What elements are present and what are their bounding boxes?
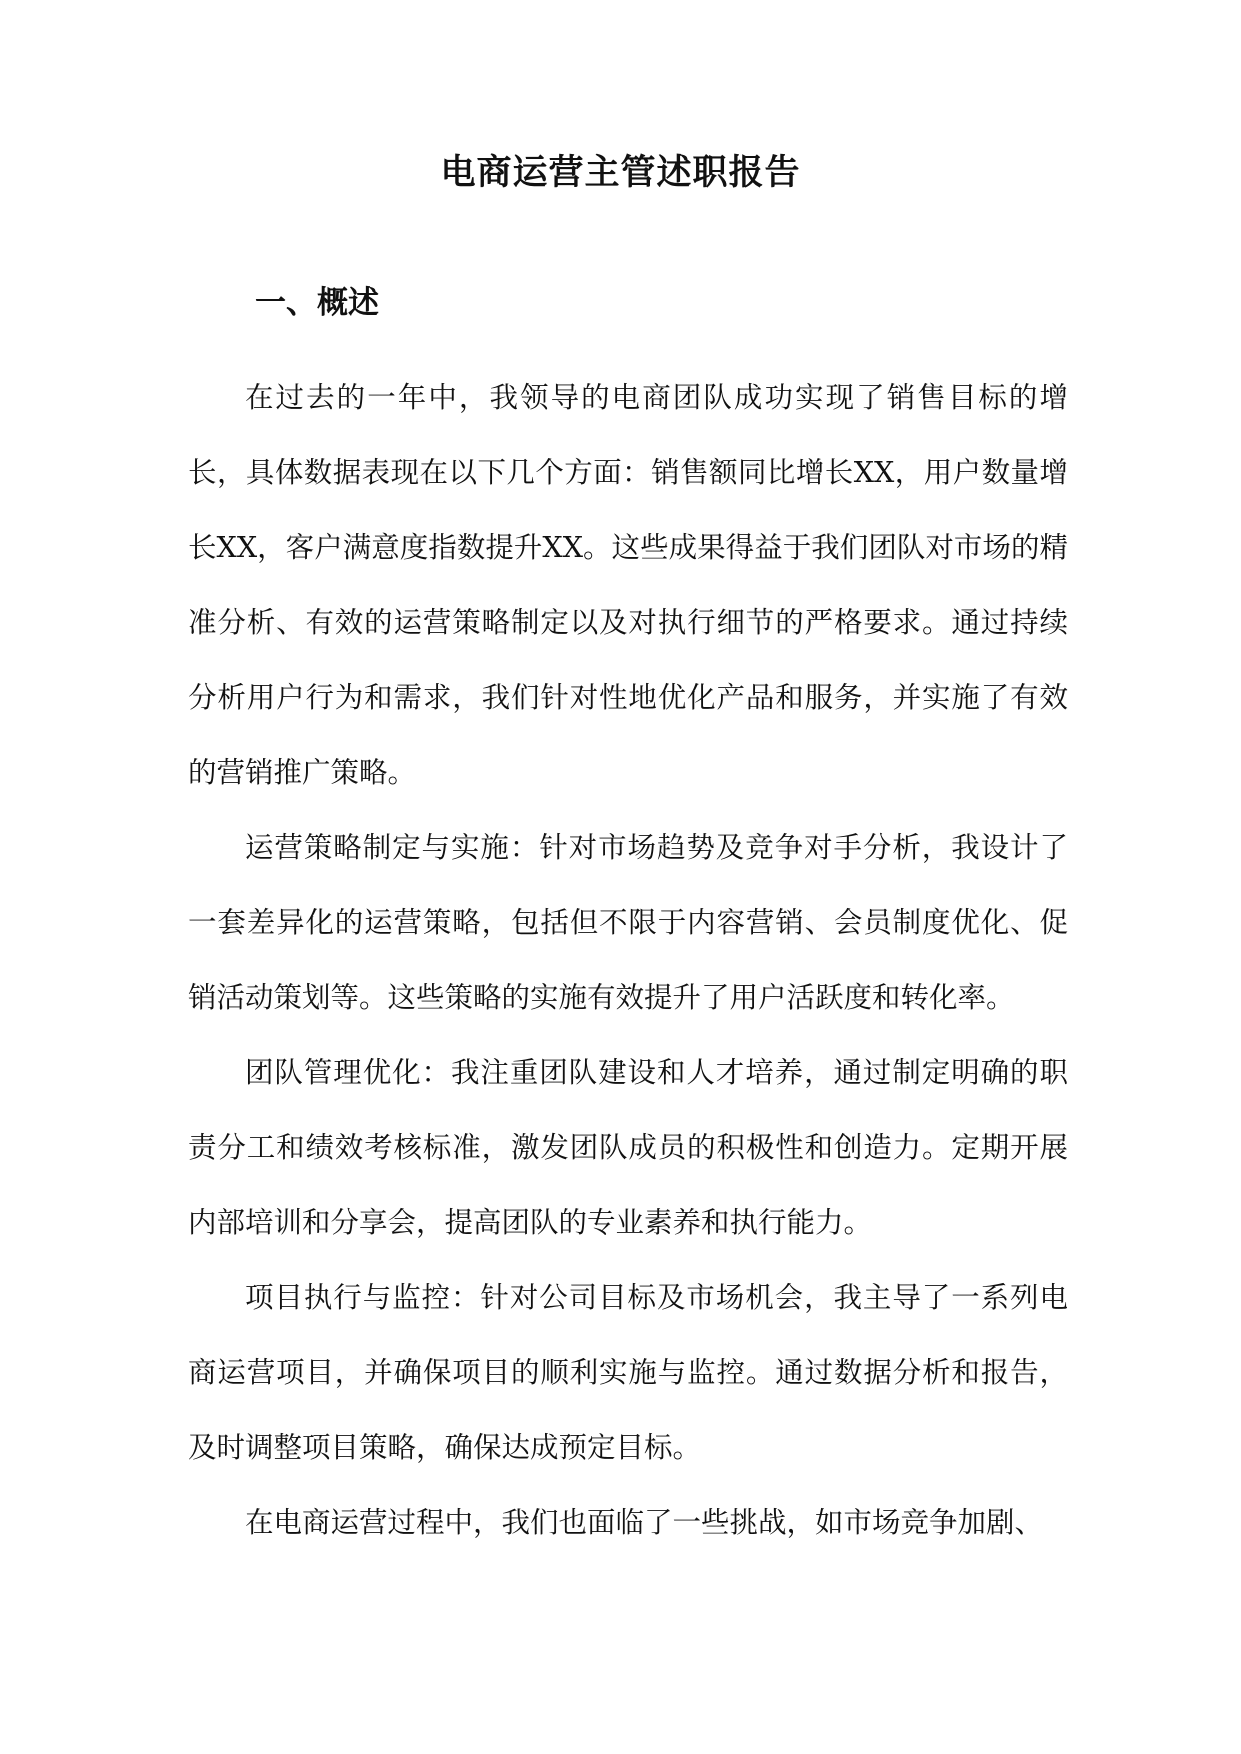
paragraph-challenges: 在电商运营过程中，我们也面临了一些挑战，如市场竞争加剧、 bbox=[245, 1506, 1044, 1539]
document-title: 电商运营主管述职报告 bbox=[440, 152, 801, 193]
document-body bbox=[188, 360, 1068, 1560]
paragraph-overview: 在过去的一年中，我领导的电商团队成功实现了销售目标的增长，具体数据表现在以下几个方面：销售额同比增长XX，用户数量增长XX，客户满意度指数提升XX。这些成果得益于我们团队对市场的精准分析、有效的运营策略制定以及对执行细节的严格要求。通过持续分析用户行为和需求，我们针对性地优化产品和服务，并实施了有效的营销推广策略。 bbox=[188, 381, 1068, 789]
paragraph-projects: 项目执行与监控：针对公司目标及市场机会，我主导了一系列电商运营项目，并确保项目的顺利实施与监控。通过数据分析和报告，及时调整项目策略，确保达成预定目标。 bbox=[188, 1281, 1068, 1464]
section-heading: 一、概述 bbox=[255, 285, 379, 321]
paragraph-team: 团队管理优化：我注重团队建设和人才培养，通过制定明确的职责分工和绩效考核标准，激发团队成员的积极性和创造力。定期开展内部培训和分享会，提高团队的专业素养和执行能力。 bbox=[188, 1056, 1068, 1239]
paragraph-strategy: 运营策略制定与实施：针对市场趋势及竞争对手分析，我设计了一套差异化的运营策略，包括但不限于内容营销、会员制度优化、促销活动策划等。这些策略的实施有效提升了用户活跃度和转化率。 bbox=[188, 831, 1068, 1014]
